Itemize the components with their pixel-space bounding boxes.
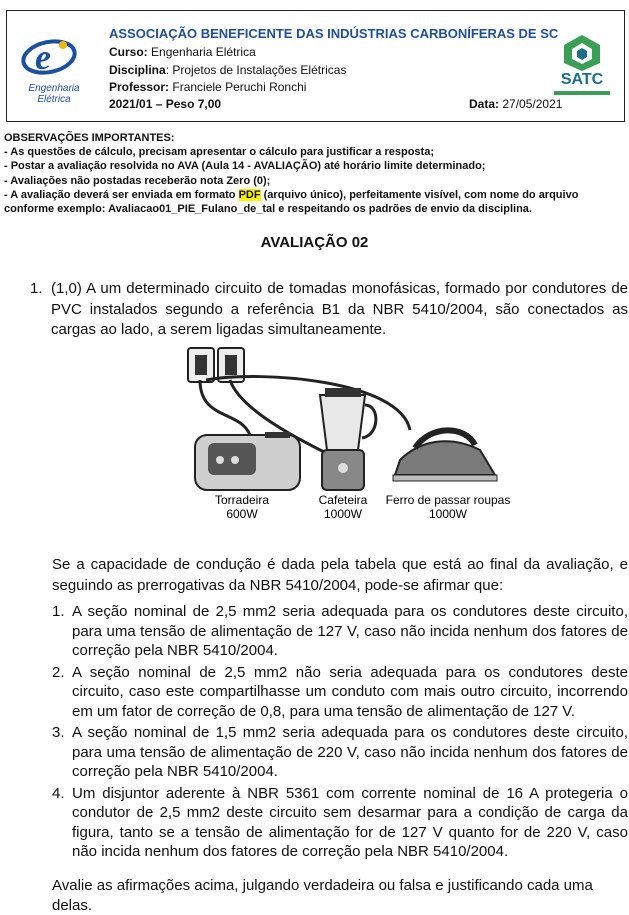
iron-name: Ferro de passar roupas [385, 493, 510, 507]
curso-label: Curso: [109, 45, 148, 59]
question-1 [30, 279, 628, 341]
satc-logo [552, 33, 614, 103]
semestre-peso: 2021/01 – Peso 7,00 [109, 97, 222, 111]
closing-instruction: Avalie as afirmações acima, julgando verdadeira ou falsa e justificando cada uma delas. [52, 877, 593, 914]
toaster-power: 600W [226, 507, 258, 521]
professor-line [109, 80, 306, 94]
logo-caption-1: Engenharia [28, 83, 80, 94]
item-text: A seção nominal de 2,5 mm2 seria adequada para os condutores deste circuito, para uma tensão de alimentação de 127 V, caso não incida nenhum dos fatores de correção pela NBR 5410/2004. [72, 603, 628, 659]
statements-list [52, 602, 628, 864]
page-title: AVALIAÇÃO 02 [260, 234, 369, 251]
item-number: 4. [52, 784, 65, 802]
pdf-highlight: PDF [238, 188, 261, 201]
observation-4 [4, 188, 626, 216]
curso-value: Engenharia Elétrica [151, 45, 256, 59]
list-item [52, 723, 628, 782]
date-label: Data: [469, 97, 500, 111]
observations-block [4, 131, 626, 216]
item-text: Um disjuntor aderente à NBR 5361 com corrente nominal de 16 A protegeria o condutor de 2,5 mm2 deste circuito sem desarmar para a condição de carga da figura, tanto se a tensão de alimentação for de 127 V quanto for de 220 V, caso não incida nenhum dos fatores de correção pela NBR 5410/2004. [72, 784, 628, 860]
logo-caption-2: Elétrica [37, 94, 71, 105]
coffee-maker-name: Cafeteira [318, 493, 368, 507]
document-header [6, 10, 625, 122]
coffee-maker-icon [320, 388, 376, 490]
satc-wordmark: SATC [560, 71, 604, 88]
satc-tagline-bar [554, 91, 610, 95]
lead-paragraph: Se a capacidade de condução é dada pela tabela que está ao final da avaliação, e seguindo as prerrogativas da NBR 5410/2004, pode-se afirmar que: [52, 556, 628, 594]
toaster-icon [195, 432, 300, 490]
association-name: ASSOCIAÇÃO BENEFICENTE DAS INDÚSTRIAS CARBONÍFERAS DE SC [109, 26, 559, 41]
svg-text:e: e [35, 37, 51, 75]
observations-title: OBSERVAÇÕES IMPORTANTES: [4, 132, 175, 144]
professor-value: Franciele Peruchi Ronchi [172, 80, 307, 94]
item-number: 1. [52, 603, 65, 620]
date-value: 27/05/2021 [502, 97, 563, 111]
question-text: (1,0) A um determinado circuito de tomadas monofásicas, formado por condutores de PVC instalados segundo a referência B1 da NBR 5410/2004, são conectados as cargas ao lado, a serem ligadas simultaneamente. [51, 280, 628, 338]
item-number: 3. [52, 724, 65, 741]
disciplina-label: Disciplina [109, 63, 166, 77]
observation-3: - Avaliações não postadas receberão nota Zero (0); [4, 174, 271, 187]
professor-label: Professor: [109, 80, 170, 94]
list-item [52, 784, 628, 862]
coffee-maker-power: 1000W [323, 507, 363, 521]
list-item [52, 663, 628, 722]
date-line [469, 97, 562, 111]
list-item [52, 602, 628, 661]
toaster-name: Torradeira [214, 493, 270, 507]
disciplina-value: : Projetos de Instalações Elétricas [165, 63, 347, 77]
item-text: A seção nominal de 1,5 mm2 seria adequada para os condutores deste circuito, para uma tensão de alimentação de 220 V, caso não incida nenhum dos fatores de correção pela NBR 5410/2004. [72, 724, 628, 780]
observation-4-post: (arquivo único), perfeitamente visível, com nome do arquivo conforme exemplo: Avaliacao01_PIE_Fulano_de_tal e respeitando os padrões de envio da disciplina. [4, 188, 579, 216]
observation-2: - Postar a avaliação resolvida no AVA (Aula 14 - AVALIAÇÃO) até horário limite determinado; [4, 160, 486, 173]
disciplina-line [109, 63, 346, 77]
observation-4-pre: - A avaliação deverá ser enviada em formato [4, 188, 239, 201]
iron-power: 1000W [428, 507, 468, 521]
question-number: 1. [30, 280, 43, 297]
appliances-figure [180, 340, 510, 530]
item-number: 2. [52, 663, 65, 681]
observation-1: - As questões de cálculo, precisam apresentar o cálculo para justificar a resposta; [4, 146, 434, 159]
iron-icon [393, 430, 497, 481]
e-logo-icon [21, 37, 77, 75]
engenharia-eletrica-logo [19, 37, 81, 107]
satc-hexagon-icon [552, 33, 612, 71]
curso-line [109, 45, 256, 59]
item-text: A seção nominal de 2,5 mm2 não seria adequada para os condutores deste circuito, caso este compartilhasse um conduto com mais outro circuito, incorrendo em um fator de correção de 0,8, para uma tensão de alimentação de 127 V. [72, 663, 628, 720]
